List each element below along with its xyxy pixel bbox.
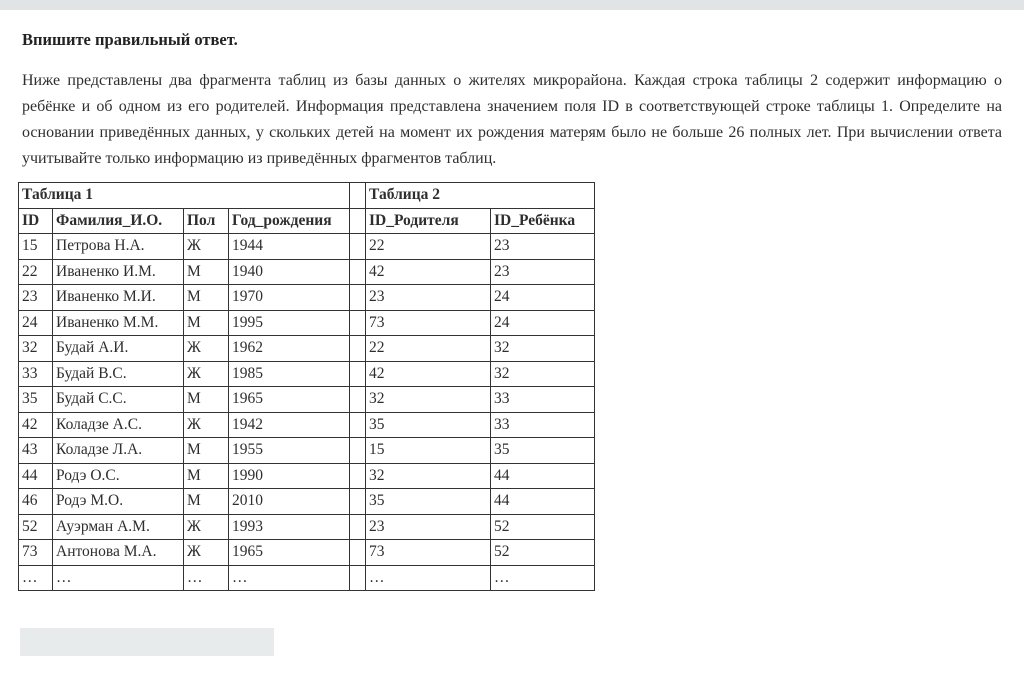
table-cell: 1990 <box>229 463 350 489</box>
table-cell: М <box>184 438 229 464</box>
table-cell: 73 <box>19 540 53 566</box>
table-cell: 22 <box>366 336 491 362</box>
table-gap-cell <box>350 259 366 285</box>
column-header-surname: Фамилия_И.О. <box>53 208 184 234</box>
table-cell: 35 <box>366 489 491 515</box>
table-cell: 42 <box>366 259 491 285</box>
table-cell: Будай С.С. <box>53 387 184 413</box>
table-cell: 52 <box>491 514 595 540</box>
table-cell: 44 <box>491 463 595 489</box>
table-cell: 24 <box>491 310 595 336</box>
table-cell: 32 <box>491 336 595 362</box>
answer-input[interactable] <box>20 628 274 656</box>
table-cell: 23 <box>491 234 595 260</box>
table-cell: 1965 <box>229 540 350 566</box>
table-cell: Будай А.И. <box>53 336 184 362</box>
table-cell: 1944 <box>229 234 350 260</box>
table-row <box>19 336 595 362</box>
table-cell: М <box>184 387 229 413</box>
table-cell: Будай В.С. <box>53 361 184 387</box>
table-cell: Иваненко М.И. <box>53 285 184 311</box>
table-cell: 1970 <box>229 285 350 311</box>
table-row <box>19 310 595 336</box>
table-cell: Ж <box>184 234 229 260</box>
database-tables <box>18 182 595 591</box>
table-cell: Ж <box>184 540 229 566</box>
table-cell: Ж <box>184 514 229 540</box>
table-row <box>19 540 595 566</box>
table-gap-cell <box>350 285 366 311</box>
table-cell: 22 <box>366 234 491 260</box>
table-cell: 23 <box>366 285 491 311</box>
table-cell: Иваненко И.М. <box>53 259 184 285</box>
table-gap-cell <box>350 565 366 591</box>
table-cell: … <box>184 565 229 591</box>
table-cell: Ж <box>184 336 229 362</box>
table-cell: 32 <box>19 336 53 362</box>
table-cell: 23 <box>19 285 53 311</box>
table-cell: Петрова Н.А. <box>53 234 184 260</box>
content-area <box>0 10 1024 656</box>
table-cell: 33 <box>491 412 595 438</box>
column-header-birthyear: Год_рождения <box>229 208 350 234</box>
table-cell: 24 <box>19 310 53 336</box>
table-row <box>19 514 595 540</box>
column-header-child-id: ID_Ребёнка <box>491 208 595 234</box>
table-cell: 52 <box>491 540 595 566</box>
table-cell: 1940 <box>229 259 350 285</box>
table-cell: 15 <box>19 234 53 260</box>
table-cell: 1965 <box>229 387 350 413</box>
table-cell: М <box>184 310 229 336</box>
table-cell: 1993 <box>229 514 350 540</box>
table-gap-cell <box>350 183 366 209</box>
table-cell: … <box>53 565 184 591</box>
table-cell: 43 <box>19 438 53 464</box>
table-cell: М <box>184 285 229 311</box>
table-cell: … <box>491 565 595 591</box>
table-gap-cell <box>350 438 366 464</box>
table-row <box>19 463 595 489</box>
table-cell: 35 <box>19 387 53 413</box>
table-cell: 22 <box>19 259 53 285</box>
table-gap-cell <box>350 463 366 489</box>
table2-caption: Таблица 2 <box>366 183 595 209</box>
table-gap-cell <box>350 361 366 387</box>
table-row <box>19 412 595 438</box>
table-gap-cell <box>350 412 366 438</box>
table-caption-row <box>19 183 595 209</box>
table-cell: 44 <box>19 463 53 489</box>
table-gap-cell <box>350 540 366 566</box>
table-cell: 1995 <box>229 310 350 336</box>
records-body <box>19 234 595 591</box>
column-header-gender: Пол <box>184 208 229 234</box>
table-cell: 1955 <box>229 438 350 464</box>
table-cell: 23 <box>366 514 491 540</box>
table-gap-cell <box>350 514 366 540</box>
table-cell: 42 <box>19 412 53 438</box>
table-cell: 52 <box>19 514 53 540</box>
top-bar <box>0 0 1024 10</box>
table-row <box>19 489 595 515</box>
table-gap-cell <box>350 234 366 260</box>
table-cell: 32 <box>491 361 595 387</box>
table-row <box>19 234 595 260</box>
table-cell: М <box>184 259 229 285</box>
table-cell: 44 <box>491 489 595 515</box>
column-header-id: ID <box>19 208 53 234</box>
table-cell: Коладзе Л.А. <box>53 438 184 464</box>
table-cell: 1985 <box>229 361 350 387</box>
table-gap-cell <box>350 387 366 413</box>
question-title: Впишите правильный ответ. <box>22 30 238 49</box>
table-cell: 46 <box>19 489 53 515</box>
table-header-row <box>19 208 595 234</box>
table-cell: 33 <box>491 387 595 413</box>
table-cell: 33 <box>19 361 53 387</box>
table-row <box>19 259 595 285</box>
table-cell: 1962 <box>229 336 350 362</box>
table-cell: Ж <box>184 412 229 438</box>
table-cell: 35 <box>366 412 491 438</box>
table-gap-cell <box>350 336 366 362</box>
table-gap-cell <box>350 489 366 515</box>
table-row <box>19 565 595 591</box>
table-cell: Родэ М.О. <box>53 489 184 515</box>
table-cell: 2010 <box>229 489 350 515</box>
table-cell: Ж <box>184 361 229 387</box>
table-cell: 42 <box>366 361 491 387</box>
table-cell: … <box>229 565 350 591</box>
table-cell: 32 <box>366 463 491 489</box>
table-cell: Иваненко М.М. <box>53 310 184 336</box>
table-cell: 73 <box>366 310 491 336</box>
table-cell: 35 <box>491 438 595 464</box>
table-cell: Ауэрман А.М. <box>53 514 184 540</box>
table-cell: Коладзе А.С. <box>53 412 184 438</box>
table-gap-cell <box>350 310 366 336</box>
column-header-parent-id: ID_Родителя <box>366 208 491 234</box>
table-cell: Антонова М.А. <box>53 540 184 566</box>
table-cell: 15 <box>366 438 491 464</box>
table-cell: 1942 <box>229 412 350 438</box>
table-cell: … <box>19 565 53 591</box>
table-cell: М <box>184 489 229 515</box>
table-cell: 23 <box>491 259 595 285</box>
table-cell: 24 <box>491 285 595 311</box>
table-cell: … <box>366 565 491 591</box>
table1-caption: Таблица 1 <box>19 183 350 209</box>
question-text: Ниже представлены два фрагмента таблиц из базы данных о жителях микрорайона. Каждая строка таблицы 2 содержит информацию о ребёнке и об одном из его родителей. Информация представлена значением поля ID в соответствующей строке таблицы 1. Определите на основании приведённых данных, у скольких детей на момент их рождения матерям было не больше 26 полных лет. При вычислении ответа учитывайте только информацию из приведённых фрагментов таблиц. <box>22 72 1002 167</box>
table-cell: Родэ О.С. <box>53 463 184 489</box>
table-cell: М <box>184 463 229 489</box>
table-cell: 73 <box>366 540 491 566</box>
table-row <box>19 361 595 387</box>
table-row <box>19 438 595 464</box>
table-cell: 32 <box>366 387 491 413</box>
table-row <box>19 387 595 413</box>
table-gap-cell <box>350 208 366 234</box>
table-row <box>19 285 595 311</box>
